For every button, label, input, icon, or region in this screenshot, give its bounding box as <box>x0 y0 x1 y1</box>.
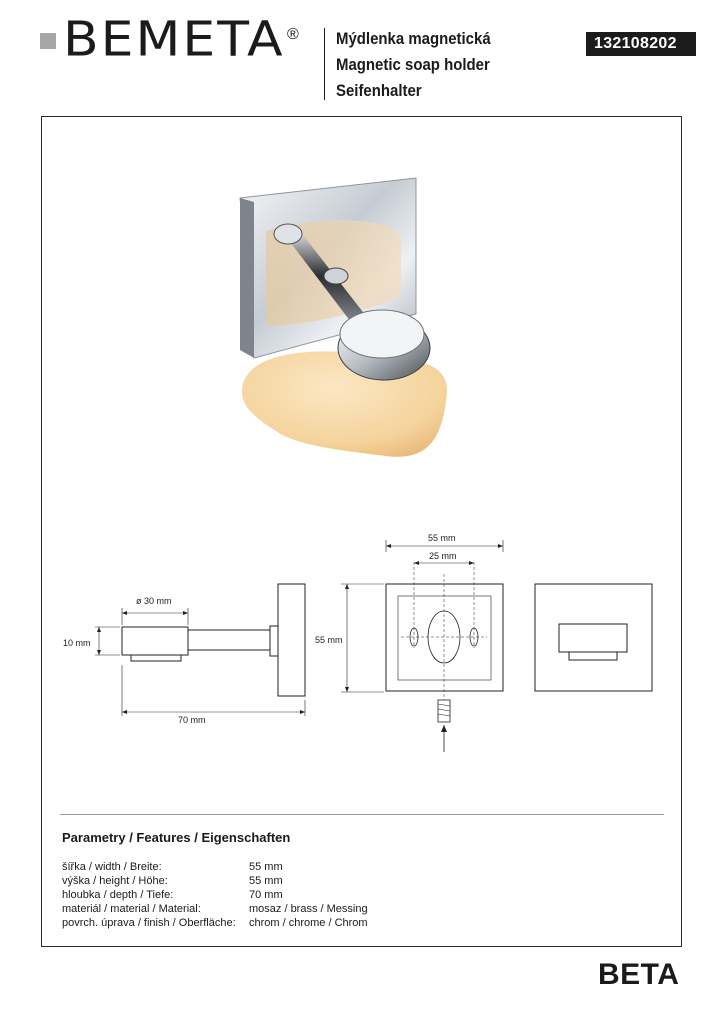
feature-row <box>62 888 368 902</box>
feature-label: výška / height / Höhe: <box>62 875 168 887</box>
brand-logo: BEMETA <box>63 12 285 68</box>
features-title: Parametry / Features / Eigenschaften <box>62 830 291 845</box>
dim-height-plate: 55 mm <box>315 635 343 645</box>
feature-label: materiál / material / Material: <box>62 903 201 915</box>
feature-row <box>62 874 368 888</box>
feature-label: povrch. úprava / finish / Oberfläche: <box>62 917 236 929</box>
dim-hole-spacing: 25 mm <box>429 551 457 561</box>
feature-label: hloubka / depth / Tiefe: <box>62 889 174 901</box>
product-photo <box>236 176 456 476</box>
product-titles <box>336 26 491 104</box>
dim-width: 55 mm <box>428 533 456 543</box>
feature-label: šířka / width / Breite: <box>62 861 162 873</box>
title-en: Magnetic soap holder <box>336 55 490 74</box>
title-de: Seifenhalter <box>336 81 422 100</box>
logo-square <box>40 33 56 49</box>
dim-diameter: ø 30 mm <box>136 596 172 606</box>
features-table <box>62 860 368 930</box>
feature-value: mosaz / brass / Messing <box>249 903 368 915</box>
product-code: 132108202 <box>586 32 696 56</box>
feature-value: 55 mm <box>249 861 283 873</box>
title-cz: Mýdlenka magnetická <box>336 29 491 48</box>
section-divider <box>60 814 664 815</box>
series-name: BETA <box>598 958 680 991</box>
dim-depth: 70 mm <box>178 715 206 725</box>
header-divider <box>324 28 325 100</box>
feature-row <box>62 902 368 916</box>
feature-row <box>62 860 368 874</box>
technical-drawing <box>41 520 682 760</box>
registered-mark: ® <box>287 26 299 43</box>
feature-value: 55 mm <box>249 875 283 887</box>
dim-height-side: 10 mm <box>63 638 91 648</box>
feature-row <box>62 916 368 930</box>
feature-value: 70 mm <box>249 889 283 901</box>
feature-value: chrom / chrome / Chrom <box>249 917 368 929</box>
